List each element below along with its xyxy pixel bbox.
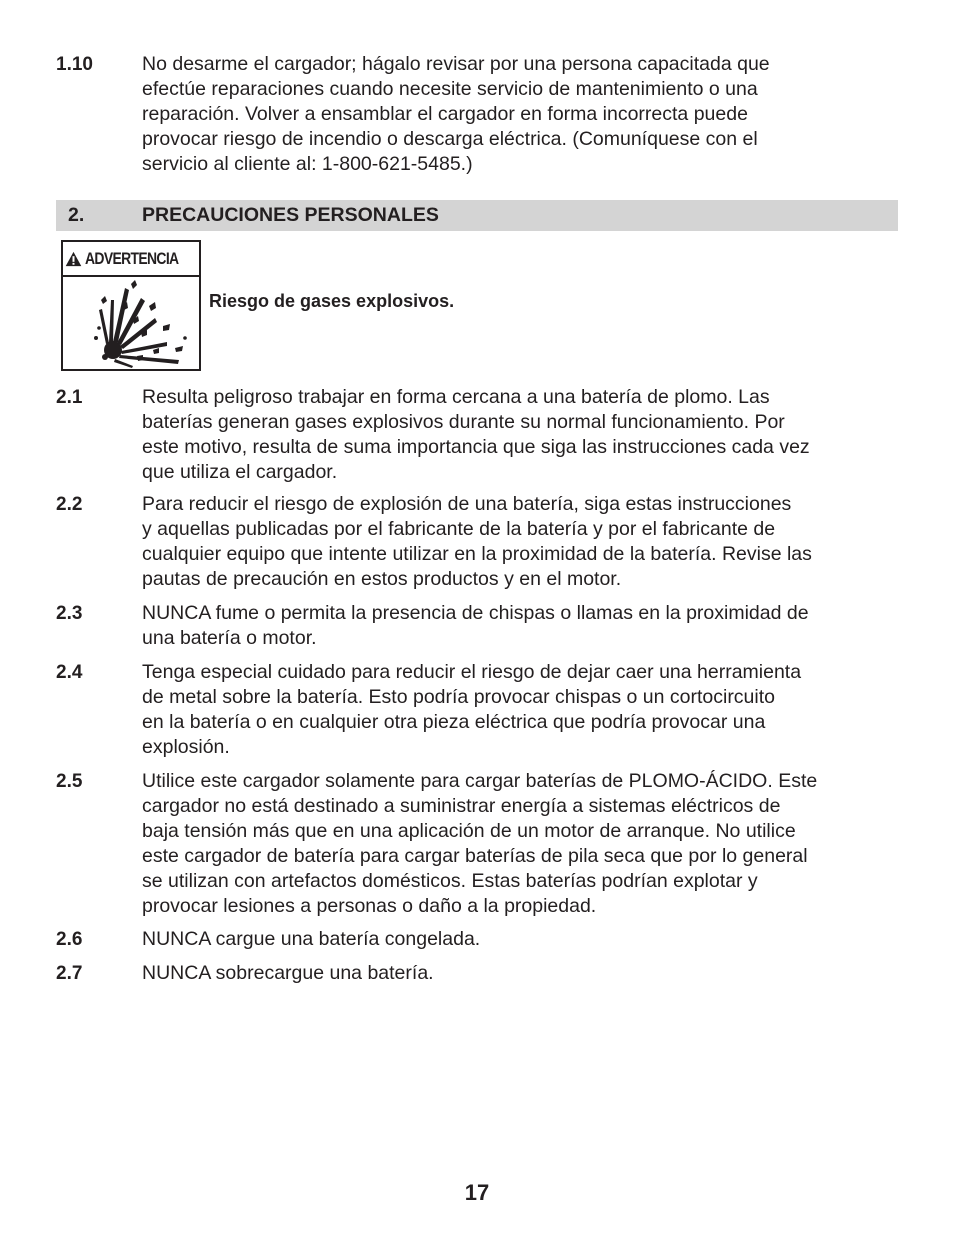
text-line: se utilizan con artefactos domésticos. Estas baterías podrían explotar y <box>142 870 758 892</box>
text-line: este cargador de batería para cargar baterías de pila seca que por lo general <box>142 845 808 867</box>
item-text <box>142 492 902 592</box>
item-text <box>142 769 902 919</box>
text-line: Para reducir el riesgo de explosión de una batería, siga estas instrucciones <box>142 493 792 515</box>
item-2-4 <box>56 660 902 760</box>
text-line: NUNCA fume o permita la presencia de chispas o llamas en la proximidad de <box>142 602 809 624</box>
warning-header <box>63 242 199 277</box>
text-line: una batería o motor. <box>142 627 317 649</box>
text-line: provocar lesiones a personas o daño a la propiedad. <box>142 895 597 917</box>
item-2-1 <box>56 385 902 485</box>
text-line: este motivo, resulta de suma importancia que siga las instrucciones cada vez <box>142 436 810 458</box>
text-line: en la batería o en cualquier otra pieza eléctrica que podría provocar una <box>142 711 766 733</box>
text-line: de metal sobre la batería. Esto podría provocar chispas o un cortocircuito <box>142 686 775 708</box>
item-1-10 <box>56 52 902 177</box>
item-2-7 <box>56 961 902 986</box>
item-number: 2.5 <box>56 771 83 792</box>
item-text <box>142 660 902 760</box>
item-2-6 <box>56 927 902 952</box>
warning-symbol-box <box>61 240 201 371</box>
item-number: 1.10 <box>56 54 93 75</box>
section-number: 2. <box>68 204 85 226</box>
item-text <box>142 961 902 986</box>
item-number: 2.4 <box>56 662 83 683</box>
text-line: servicio al cliente al: 1-800-621-5485.) <box>142 153 473 175</box>
section-header <box>56 200 898 231</box>
text-line: cualquier equipo que intente utilizar en la proximidad de la batería. Revise las <box>142 543 812 565</box>
text-line: No desarme el cargador; hágalo revisar por una persona capacitada que <box>142 53 770 75</box>
text-line: Resulta peligroso trabajar en forma cercana a una batería de plomo. Las <box>142 386 770 408</box>
item-text <box>142 52 902 177</box>
text-line: reparación. Volver a ensamblar el cargador en forma incorrecta puede <box>142 103 748 125</box>
item-number: 2.7 <box>56 963 83 984</box>
text-line: explosión. <box>142 736 230 758</box>
item-number: 2.1 <box>56 387 83 408</box>
text-line: NUNCA cargue una batería congelada. <box>142 928 481 950</box>
item-number: 2.3 <box>56 603 83 624</box>
text-line: pautas de precaución en estos productos y en el motor. <box>142 568 622 590</box>
item-text <box>142 601 902 651</box>
warning-label: ADVERTENCIA <box>85 248 179 268</box>
text-line: efectúe reparaciones cuando necesite servicio de mantenimiento o una <box>142 78 758 100</box>
item-number: 2.2 <box>56 494 83 515</box>
item-2-5 <box>56 769 902 919</box>
warning-triangle-icon <box>65 248 82 270</box>
hazard-text: Riesgo de gases explosivos. <box>209 291 455 311</box>
text-line: NUNCA sobrecargue una batería. <box>142 962 434 984</box>
text-line: Tenga especial cuidado para reducir el riesgo de dejar caer una herramienta <box>142 661 802 683</box>
explosion-icon <box>93 280 193 368</box>
item-2-2 <box>56 492 902 592</box>
text-line: Utilice este cargador solamente para cargar baterías de PLOMO-ÁCIDO. Este <box>142 770 818 792</box>
item-number: 2.6 <box>56 929 83 950</box>
text-line: baterías generan gases explosivos durante su normal funcionamiento. Por <box>142 411 785 433</box>
item-2-3 <box>56 601 902 651</box>
text-line: que utiliza el cargador. <box>142 461 338 483</box>
item-text <box>142 385 902 485</box>
item-text <box>142 927 902 952</box>
page-number: 17 <box>464 1180 490 1205</box>
text-line: cargador no está destinado a suministrar energía a sistemas eléctricos de <box>142 795 781 817</box>
text-line: provocar riesgo de incendio o descarga eléctrica. (Comuníquese con el <box>142 128 758 150</box>
text-line: y aquellas publicadas por el fabricante de la batería y por el fabricante de <box>142 518 776 540</box>
text-line: baja tensión más que en una aplicación de un motor de arranque. No utilice <box>142 820 796 842</box>
section-title: PRECAUCIONES PERSONALES <box>142 204 439 226</box>
